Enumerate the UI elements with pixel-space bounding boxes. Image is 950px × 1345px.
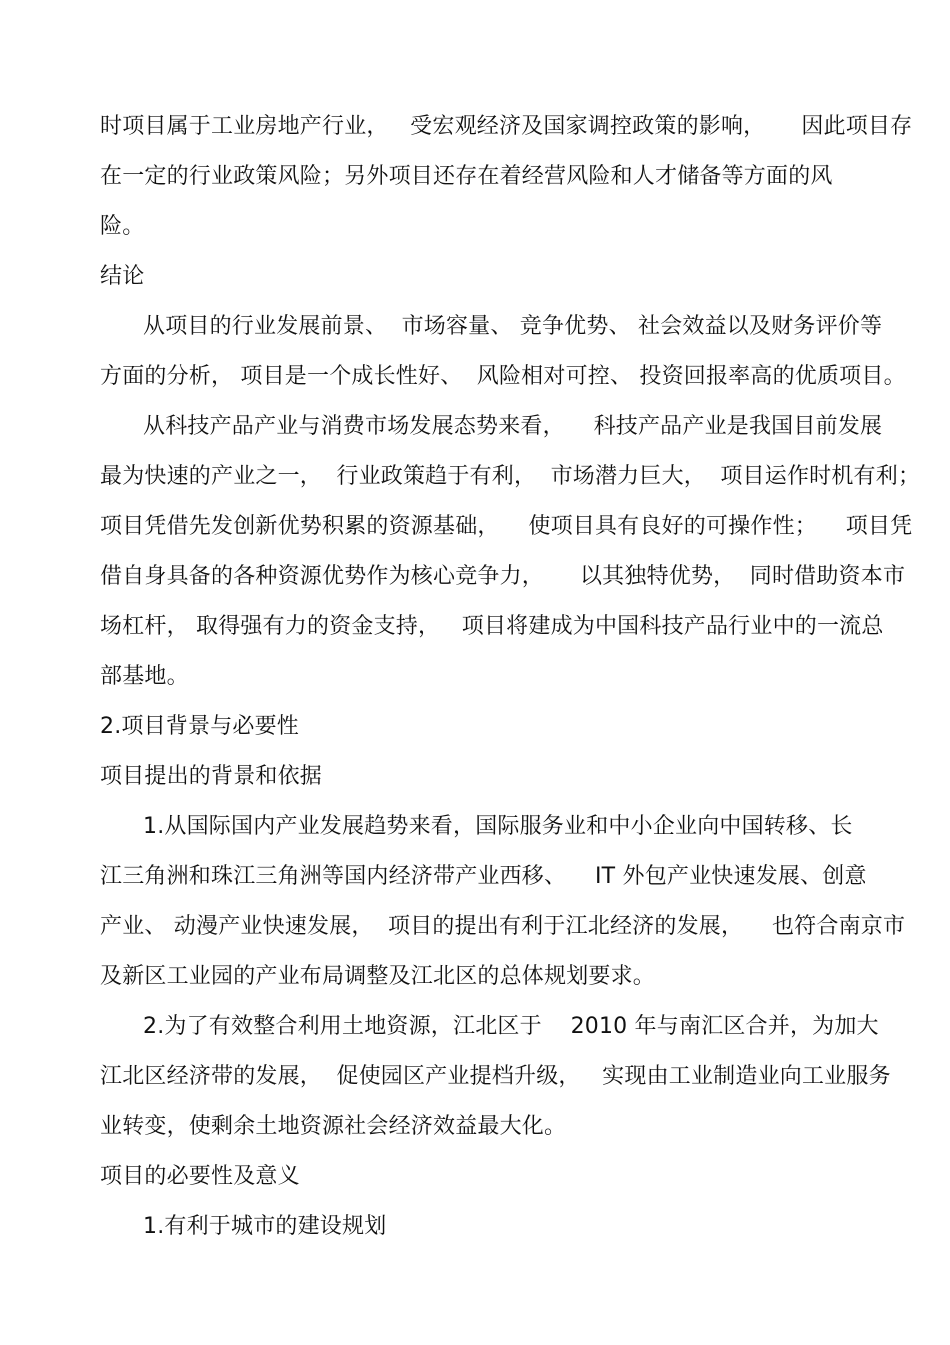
text-line: 1.从国际国内产业发展趋势来看，国际服务业和中小企业向中国转移、长 <box>143 814 853 839</box>
text-line: 方面的分析， 项目是一个成长性好、 风险相对可控、 投资回报率高的优质项目。 <box>100 364 906 389</box>
text-line: 1.有利于城市的建设规划 <box>143 1214 387 1239</box>
text-line: 险。 <box>100 214 145 239</box>
text-line: 产业、 动漫产业快速发展， 项目的提出有利于江北经济的发展， 也符合南京市 <box>100 914 906 939</box>
text-line: 江北区经济带的发展， 促使园区产业提档升级， 实现由工业制造业向工业服务 <box>100 1064 891 1089</box>
text-line: 从项目的行业发展前景、 市场容量、 竞争优势、 社会效益以及财务评价等 <box>143 314 883 339</box>
subsection-heading: 项目提出的背景和依据 <box>100 764 323 789</box>
text-line: 及新区工业园的产业布局调整及江北区的总体规划要求。 <box>100 964 656 989</box>
section-heading: 结论 <box>100 264 145 289</box>
text-line: 项目凭借先发创新优势积累的资源基础， 使项目具有良好的可操作性； 项目凭 <box>100 514 913 539</box>
text-line: 江三角洲和珠江三角洲等国内经济带产业西移、 IT 外包产业快速发展、创意 <box>100 864 867 889</box>
text-line: 业转变，使剩余土地资源社会经济效益最大化。 <box>100 1114 567 1139</box>
text-line: 2.为了有效整合利用土地资源，江北区于 2010 年与南汇区合并，为加大 <box>143 1014 879 1039</box>
text-line: 从科技产品产业与消费市场发展态势来看， 科技产品产业是我国目前发展 <box>143 414 883 439</box>
subsection-heading: 项目的必要性及意义 <box>100 1164 300 1189</box>
text-line: 借自身具备的各种资源优势作为核心竞争力， 以其独特优势， 同时借助资本市 <box>100 564 906 589</box>
text-line: 时项目属于工业房地产行业， 受宏观经济及国家调控政策的影响， 因此项目存 <box>100 114 913 139</box>
text-line: 部基地。 <box>100 664 189 689</box>
section-heading: 2.项目背景与必要性 <box>100 714 299 739</box>
text-line: 在一定的行业政策风险；另外项目还存在着经营风险和人才储备等方面的风 <box>100 164 833 189</box>
text-line: 最为快速的产业之一， 行业政策趋于有利， 市场潜力巨大， 项目运作时机有利； <box>100 464 921 489</box>
text-line: 场杠杆， 取得强有力的资金支持， 项目将建成为中国科技产品行业中的一流总 <box>100 614 884 639</box>
